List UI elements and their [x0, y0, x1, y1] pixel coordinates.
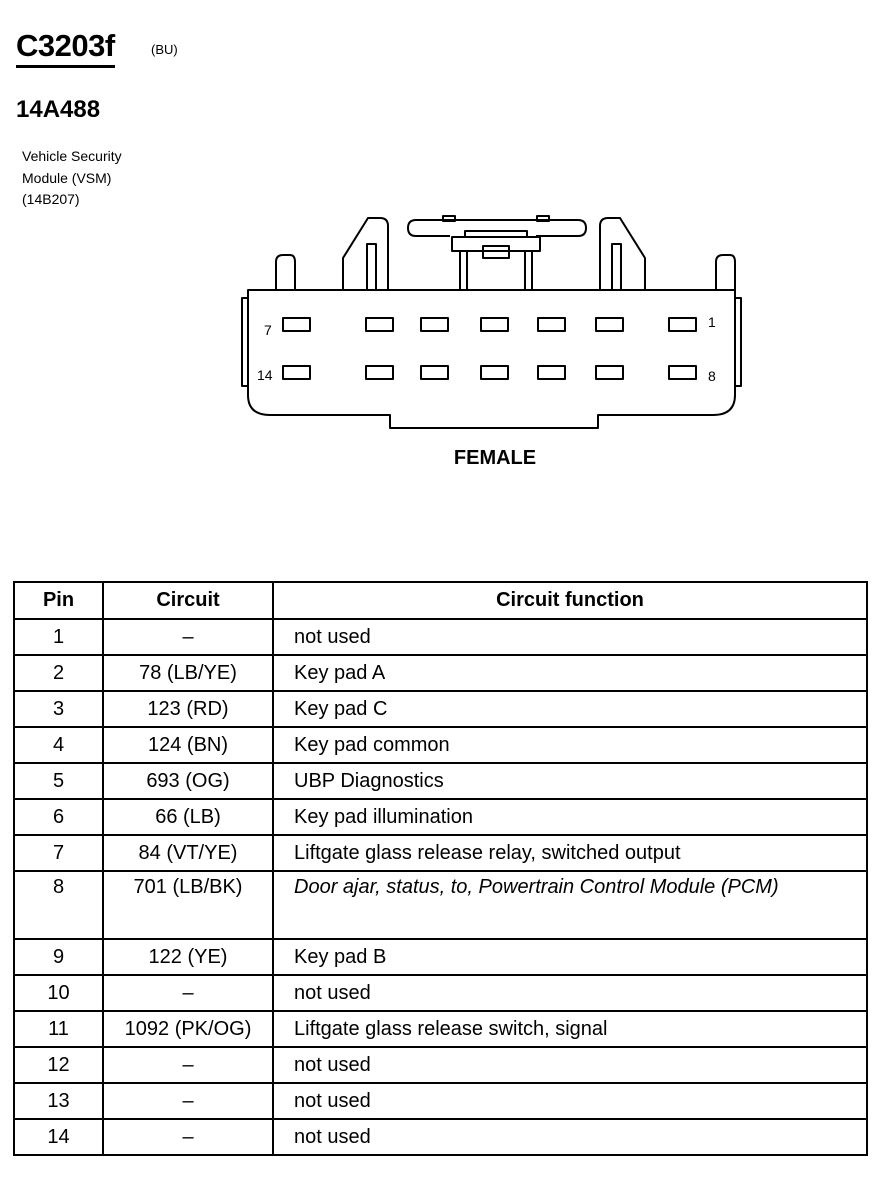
circuit-cell: 701 (LB/BK) [103, 871, 273, 939]
column-header-circuit: Circuit [103, 582, 273, 619]
pin-cavity [481, 366, 508, 379]
table-row [14, 619, 867, 655]
pinout-table [13, 581, 868, 1156]
circuit-cell: – [103, 1047, 273, 1083]
circuit-cell: 122 (YE) [103, 939, 273, 975]
circuit-cell: – [103, 1119, 273, 1155]
circuit-cell: – [103, 1083, 273, 1119]
module-description-line: Module (VSM) [22, 169, 112, 186]
connector-left-hook [343, 218, 388, 290]
pin-cell: 14 [14, 1119, 103, 1155]
column-header-pin: Pin [14, 582, 103, 619]
pin-cavity [366, 318, 393, 331]
circuit-cell: 124 (BN) [103, 727, 273, 763]
function-cell: Key pad common [273, 727, 867, 763]
circuit-cell: – [103, 619, 273, 655]
column-header-function: Circuit function [273, 582, 867, 619]
function-cell: UBP Diagnostics [273, 763, 867, 799]
connector-latch-pedestal [452, 237, 540, 251]
table-row [14, 1047, 867, 1083]
function-cell: Key pad B [273, 939, 867, 975]
pin-cell: 7 [14, 835, 103, 871]
circuit-cell: 123 (RD) [103, 691, 273, 727]
circuit-cell: 84 (VT/YE) [103, 835, 273, 871]
pin-cavity [538, 318, 565, 331]
table-row [14, 939, 867, 975]
connector-face-diagram [0, 0, 884, 520]
table-row [14, 691, 867, 727]
pin-cell: 3 [14, 691, 103, 727]
pin-cavity [538, 366, 565, 379]
table-row [14, 763, 867, 799]
part-number: 14A488 [16, 96, 101, 123]
function-cell: not used [273, 1083, 867, 1119]
connector-right-tab [716, 255, 735, 290]
pin-label-14: 14 [257, 367, 273, 383]
function-cell: not used [273, 975, 867, 1011]
pin-cell: 6 [14, 799, 103, 835]
pin-cell: 9 [14, 939, 103, 975]
table-row [14, 871, 867, 939]
function-cell: Door ajar, status, to, Powertrain Control Module (PCM) [273, 871, 867, 939]
table-row [14, 975, 867, 1011]
pin-cavity [366, 366, 393, 379]
connector-color-code: (BU) [151, 42, 178, 57]
function-cell: not used [273, 1047, 867, 1083]
function-cell: Liftgate glass release relay, switched output [273, 835, 867, 871]
connector-left-tab [276, 255, 295, 290]
pin-cell: 5 [14, 763, 103, 799]
pin-label-7: 7 [264, 322, 272, 338]
pin-cell: 10 [14, 975, 103, 1011]
connector-latch-bar [408, 220, 586, 236]
function-cell: Key pad illumination [273, 799, 867, 835]
table-row [14, 799, 867, 835]
table-row [14, 1011, 867, 1047]
circuit-cell: 1092 (PK/OG) [103, 1011, 273, 1047]
function-cell: Key pad C [273, 691, 867, 727]
table-row [14, 835, 867, 871]
table-row [14, 655, 867, 691]
pin-cell: 13 [14, 1083, 103, 1119]
pin-label-1: 1 [708, 314, 716, 330]
table-row [14, 1083, 867, 1119]
function-cell: Key pad A [273, 655, 867, 691]
pin-cavity [669, 366, 696, 379]
connector-right-hook [600, 218, 645, 290]
pin-cavity [596, 366, 623, 379]
table-row [14, 727, 867, 763]
pin-cavity [596, 318, 623, 331]
connector-body [248, 290, 735, 428]
circuit-cell: 693 (OG) [103, 763, 273, 799]
pin-cavity [481, 318, 508, 331]
pin-cavity [283, 318, 310, 331]
function-cell: Liftgate glass release switch, signal [273, 1011, 867, 1047]
pin-cell: 1 [14, 619, 103, 655]
pin-cavity [669, 318, 696, 331]
pin-cell: 4 [14, 727, 103, 763]
pin-cavity [283, 366, 310, 379]
function-cell: not used [273, 619, 867, 655]
pin-cavity [421, 318, 448, 331]
pin-cavity [421, 366, 448, 379]
pin-cell: 2 [14, 655, 103, 691]
table-header-row [14, 582, 867, 619]
module-description-line: (14B207) [22, 191, 80, 207]
connector-id: C3203f [16, 28, 115, 68]
function-cell: not used [273, 1119, 867, 1155]
pin-cell: 11 [14, 1011, 103, 1047]
connector-gender-label: FEMALE [453, 447, 537, 469]
circuit-cell: – [103, 975, 273, 1011]
pin-label-8: 8 [708, 368, 716, 384]
pin-cell: 12 [14, 1047, 103, 1083]
circuit-cell: 78 (LB/YE) [103, 655, 273, 691]
circuit-cell: 66 (LB) [103, 799, 273, 835]
table-row [14, 1119, 867, 1155]
pin-cell: 8 [14, 871, 103, 939]
module-description-line: Vehicle Security [22, 148, 122, 164]
